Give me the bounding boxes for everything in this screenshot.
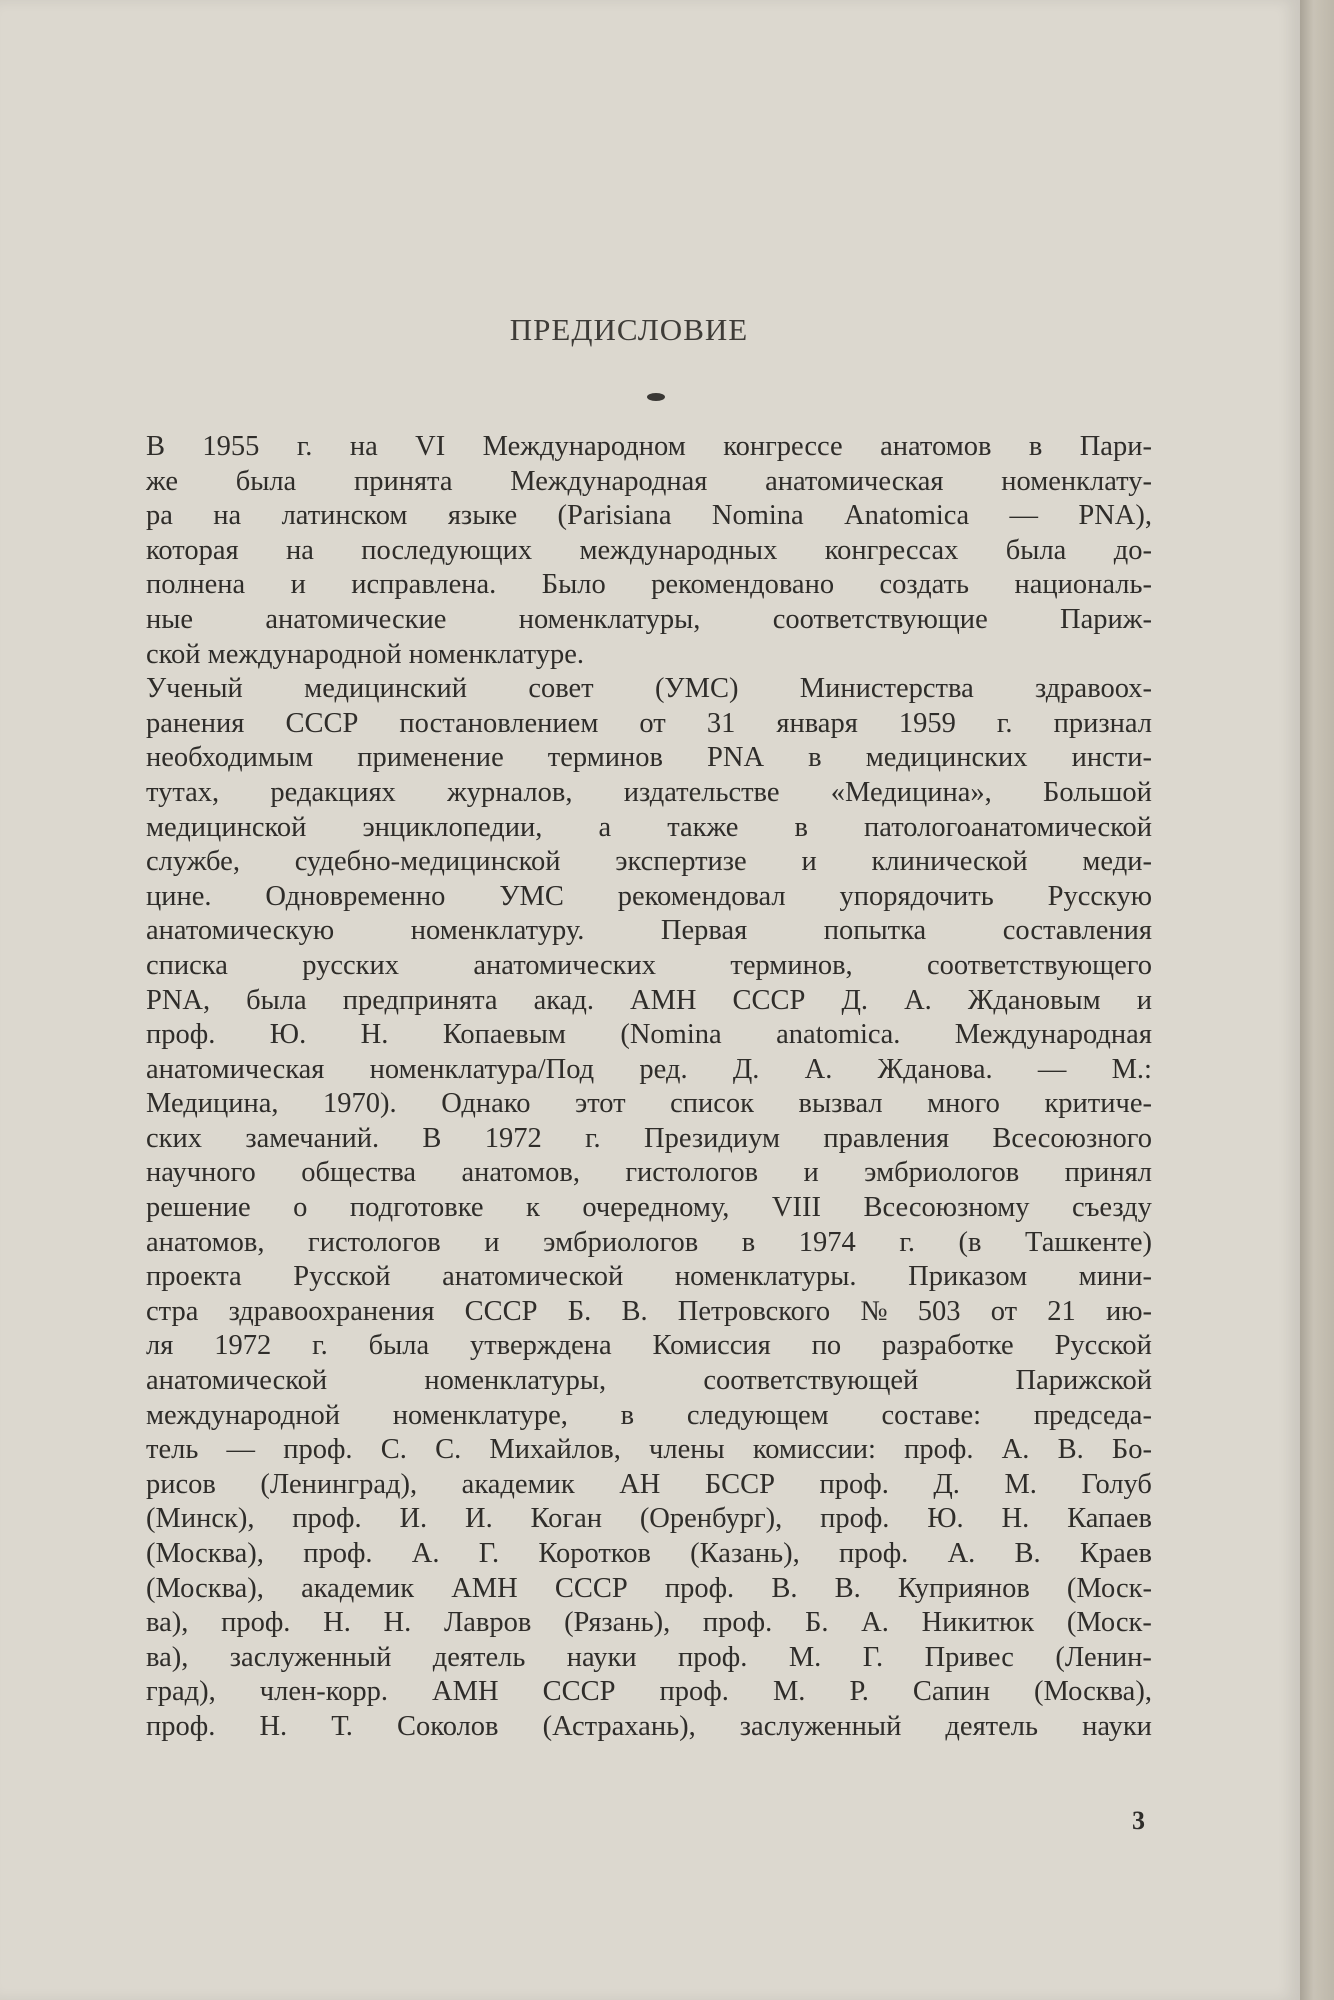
text-line: В 1955 г. на VI Международном конгрессе анатомов в Пари- (146, 431, 1152, 462)
page-title: ПРЕДИСЛОВИЕ (509, 312, 749, 347)
text-line: град), член-корр. АМН СССР проф. М. Р. Сапин (Москва), (146, 1676, 1152, 1708)
text-line: (Москва), проф. А. Г. Коротков (Казань), проф. А. В. Краев (146, 1538, 1152, 1569)
text-line: ских замечаний. В 1972 г. Президиум правления Всесоюзного (146, 1122, 1152, 1154)
text-line: международной номенклатуре, в следующем составе: председа- (146, 1399, 1152, 1431)
title-ornament-icon (647, 393, 665, 401)
text-line: медицинской энциклопедии, а также в патологоанатомической (146, 811, 1152, 843)
text-line: ва), заслуженный деятель науки проф. М. Г. Привес (Ленин- (146, 1641, 1152, 1673)
text-line: ра на латинском языке (Parisiana Nomina Anatomica — PNA), (146, 500, 1152, 532)
text-line: стра здравоохранения СССР Б. В. Петровского № 503 от 21 ию- (146, 1295, 1152, 1327)
text-line: службе, судебно-медицинской экспертизе и клинической меди- (146, 846, 1152, 878)
text-line: Медицина, 1970). Однако этот список вызвал много критиче- (146, 1088, 1152, 1120)
text-line: Ученый медицинский совет (УМС) Министерства здравоох- (146, 673, 1152, 705)
text-line: PNA, была предпринята акад. АМН СССР Д. А. Ждановым и (146, 984, 1152, 1016)
text-line: ранения СССР постановлением от 31 января 1959 г. признал (146, 707, 1152, 739)
page-edge (1300, 0, 1334, 2000)
text-line: анатомическая номенклатура/Под ред. Д. А. Жданова. — М.: (146, 1053, 1152, 1085)
text-line: (Москва), академик АМН СССР проф. В. В. Куприянов (Моск- (146, 1572, 1152, 1604)
text-line: ля 1972 г. была утверждена Комиссия по разработке Русской (146, 1330, 1152, 1362)
text-line: цине. Одновременно УМС рекомендовал упорядочить Русскую (146, 880, 1152, 912)
text-line: полнена и исправлена. Было рекомендовано создать националь- (146, 569, 1152, 601)
text-line: необходимым применение терминов PNA в медицинских инсти- (146, 742, 1152, 774)
text-line: тель — проф. С. С. Михайлов, члены комиссии: проф. А. В. Бо- (146, 1434, 1152, 1466)
text-line: списка русских анатомических терминов, соответствующего (146, 949, 1152, 981)
text-line: проф. Ю. Н. Копаевым (Nomina anatomica. Международная (146, 1019, 1152, 1051)
paragraph (146, 430, 1152, 672)
text-line: ные анатомические номенклатуры, соответствующие Париж- (146, 603, 1152, 635)
text-line: же была принята Международная анатомическая номенклату- (146, 465, 1152, 497)
text-line: научного общества анатомов, гистологов и эмбриологов принял (146, 1157, 1152, 1189)
text-line: проф. Н. Т. Соколов (Астрахань), заслуженный деятель науки (146, 1710, 1152, 1742)
text-line: анатомов, гистологов и эмбриологов в 1974 г. (в Ташкенте) (146, 1226, 1152, 1258)
text-line: ской международной номенклатуре. (146, 638, 584, 670)
text-line: анатомическую номенклатуру. Первая попытка составления (146, 915, 1152, 947)
text-line: решение о подготовке к очередному, VIII Всесоюзному съезду (146, 1192, 1152, 1224)
page-number: 3 (1132, 1806, 1145, 1835)
text-line: (Минск), проф. И. И. Коган (Оренбург), проф. Ю. Н. Капаев (146, 1503, 1152, 1535)
text-line: анатомической номенклатуры, соответствующей Парижской (146, 1365, 1152, 1397)
text-line: которая на последующих международных конгрессах была до- (146, 534, 1152, 566)
paragraph (146, 672, 1152, 1744)
text-line: тутах, редакциях журналов, издательстве «Медицина», Большой (146, 776, 1152, 808)
text-line: рисов (Ленинград), академик АН БССР проф. Д. М. Голуб (146, 1468, 1152, 1500)
text-line: ва), проф. Н. Н. Лавров (Рязань), проф. Б. А. Никитюк (Моск- (146, 1607, 1152, 1639)
text-line: проекта Русской анатомической номенклатуры. Приказом мини- (146, 1261, 1152, 1293)
body-text (146, 430, 1152, 1745)
